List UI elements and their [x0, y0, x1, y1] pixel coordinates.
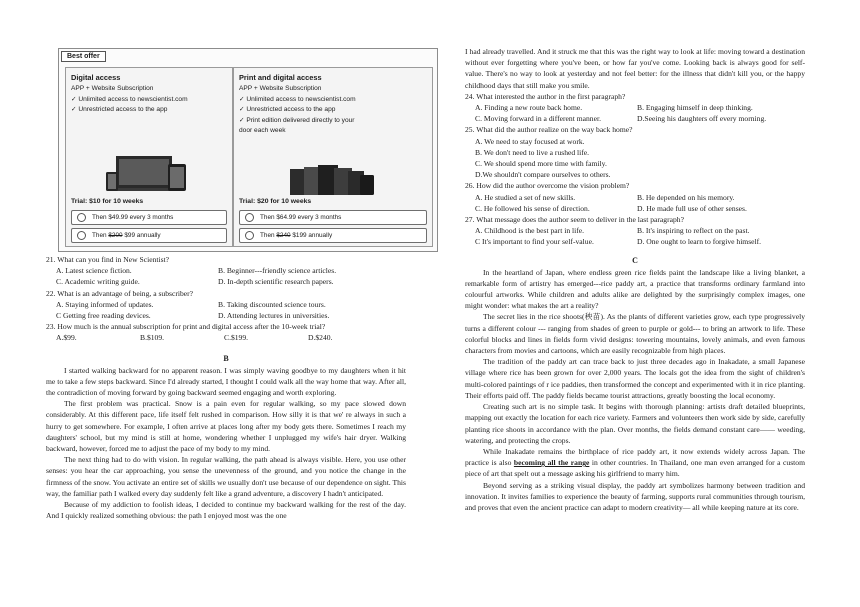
option: C. He followed his sense of direction.	[475, 203, 590, 213]
options-row	[465, 192, 805, 203]
passage-b-paragraph-3: The next thing had to do with vision. In regular walking, the path ahead is always visible. Here, you use other senses: you hear the car approaching, you sense the unevenness of the ground, and you notice the change in the firmness of the snow. You activate an entire set of skills we usually don't use because of our dependence on sight. This way, the familiar path I walked every day suddenly felt like a grand adventure, a discovery I hadn't anticipated.	[46, 455, 406, 498]
option: B. Beginner---friendly science articles.	[218, 266, 337, 276]
options-row	[465, 102, 805, 113]
plan-feature: door each week	[239, 127, 286, 134]
option: B. We don't need to live a rushed life.	[475, 147, 590, 157]
options-row	[46, 332, 406, 343]
new-price: $99 annually	[122, 232, 161, 239]
paragraph-text: While Inakadate remains the birthplace of rice paddy art, it now extends widely across Japan. The practice is also	[465, 446, 805, 468]
devices-image	[106, 154, 194, 194]
plan-subtitle: APP + Website Subscription	[71, 85, 154, 92]
option: D.$240.	[308, 333, 333, 343]
passage-c-paragraph-2: The secret lies in the rice shoots(秧苗). As the plants of different varieties grow, each type progressively turns a different colour --- ranging from shades of green to purple or gold--- to bring an artwork to life. These colorful blocks and lines in fields form vivid designs: towering mountains, lovely animals, and even famous characters from movies and cartoons, which are easily recognizable from high places.	[465, 312, 805, 356]
plan-title: Print and digital access	[239, 73, 322, 82]
passage-c-paragraph-5	[465, 446, 805, 480]
radio-icon[interactable]	[77, 231, 86, 240]
passage-b-paragraph-1: I started walking backward for no apparent reason. I was simply waving goodbye to my daughters when it hit me to take a few steps backward. Since I'd already started, I thought I could walk all the way home that way. After all, the contradiction of moving forward by going backward seemed engaging and worth exploring.	[46, 365, 406, 398]
radio-icon[interactable]	[245, 213, 254, 222]
question-23: 23. How much is the annual subscription for print and digital access after the 10-week trial?	[46, 322, 326, 332]
radio-icon[interactable]	[245, 231, 254, 240]
options-row	[465, 236, 805, 247]
annual-plan-option[interactable]	[239, 228, 427, 243]
option: D.We shouldn't compare ourselves to others.	[475, 170, 611, 180]
option: B. Engaging himself in deep thinking.	[637, 103, 753, 113]
old-price: $200	[108, 232, 123, 239]
plan-feature: ✓ Unlimited access to newscientist.com	[239, 95, 356, 103]
option: B.$109.	[140, 333, 165, 343]
options-row	[46, 299, 406, 310]
option: C It's important to find your self-value.	[475, 237, 594, 247]
plan-option-label: Then $64.99 every 3 months	[260, 214, 342, 221]
option: B. It's inspiring to reflect on the past.	[637, 226, 750, 236]
section-b-heading: B	[223, 353, 229, 363]
plan-option-label: Then $49.99 every 3 months	[92, 214, 174, 221]
passage-b-paragraph-4-continued: I had already travelled. And it struck me that this was the right way to look at life: moving toward a destination without ever forgetting where you've been, or how far you've come. Looking back is always good for self-value. There's no way to look at yesterday and not feel better: for the illness that didn't kill you, or the happy childhood days that still make you smile.	[465, 47, 805, 90]
section-c-heading: C	[632, 255, 638, 265]
radio-icon[interactable]	[77, 213, 86, 222]
option: C. We should spend more time with family.	[475, 159, 607, 169]
question-26: 26. How did the author overcome the vision problem?	[465, 181, 630, 191]
option: A. Latest science fiction.	[56, 266, 132, 276]
option: A.$99.	[56, 333, 77, 343]
question-24: 24. What interested the author in the first paragraph?	[465, 91, 626, 101]
plan-feature: ✓ Print edition delivered directly to your	[239, 116, 355, 124]
passage-c-paragraph-4: Creating such art is no simple task. It begins with thorough planning: artists draft detailed blueprints, mapping out exactly the location for each rice variety. Farmers and volunteers then work side by side, carefully planting rice shoots in accordance with the plan. Over months, the fields demand constant care—— weeding, watering, and protecting the crops.	[465, 402, 805, 445]
passage-c-paragraph-3: The tradition of the paddy art can trace back to just three decades ago in Inakadate, a small Japanese village where rice has been grown for over 2,000 years. The locals got the idea from the sight of children's multi-colored paintings of r ice paddies, then transformed the concept and experimented with it in rice planting. Their efforts paid off. The paddy fields became tourist attractions, greatly boosting the local economy.	[465, 357, 805, 400]
option: D. Attending lectures in universities.	[218, 311, 330, 321]
new-price: $199 annually	[290, 232, 333, 239]
option: D.Seeing his daughters off every morning.	[637, 114, 767, 124]
option: A. Finding a new route back home.	[475, 103, 583, 113]
option: C. Moving forward in a different manner.	[475, 114, 601, 124]
plan-option-prefix: Then	[92, 232, 109, 239]
passage-b-paragraph-2: The first problem was practical. Snow is a pain even for regular walking, so my pace slowed down considerably. At this different pace, life itself felt rushed in comparison. How silly it is that we' re always in such a hurry to get somewhere. For example, I often arrive at places long after my body gets there. Sometimes I reach my daughters' school, but my mind is still at home, wondering whether I unplugged my wife's hair dryer. Walking backward, however, forced me to adjust the pace of my body to my mind.	[46, 399, 406, 454]
option: C.$199.	[224, 333, 249, 343]
options-row	[465, 113, 805, 124]
left-column	[46, 254, 406, 521]
options-row	[465, 225, 805, 236]
options-row	[46, 276, 406, 287]
plan-feature: ✓ Unrestricted access to the app	[71, 106, 168, 113]
question-25: 25. What did the author realize on the way back home?	[465, 125, 633, 135]
magazines-image	[290, 165, 378, 197]
option: A. Staying informed of updates.	[56, 299, 154, 309]
question-21: 21. What can you find in New Scientist?	[46, 255, 170, 264]
passage-c-paragraph-1: In the heartland of Japan, where endless green rice fields paint the landscape like a living blanket, a remarkable form of artistry has emerged---rice paddy art, a practice that transforms ordinary farmland into colourful artworks. While children and adults alike are delighted by the surprisingly complex images, one might wonder: what makes the art a reality?	[465, 267, 805, 311]
underlined-phrase: becoming all the range	[513, 458, 590, 468]
plan-title: Digital access	[71, 73, 121, 82]
annual-plan-option[interactable]	[71, 228, 227, 243]
passage-c-paragraph-6: Beyond serving as a striking visual display, the paddy art symbolizes harmony between tradition and innovation. It invites families to experience the beauty of farming, supports rural communities through tourism, and proves that even the ancient practice can adapt to modern creativity— all while keeping nature at its core.	[465, 480, 805, 512]
quarterly-plan-option[interactable]	[239, 210, 427, 225]
option: C. Academic writing guide.	[56, 277, 140, 287]
print-digital-plan	[233, 67, 433, 247]
option: B. He depended on his memory.	[637, 192, 735, 202]
best-offer-tag: Best offer	[61, 51, 106, 62]
option: A. Childhood is the best part in life.	[475, 226, 585, 236]
option: B. Taking discounted science tours.	[218, 299, 326, 309]
plan-feature: ✓ Unrestricted access to the app	[239, 106, 336, 113]
passage-b-paragraph-4: Because of my addiction to foolish ideas, I decided to continue my backward walking for the rest of the day. And I quickly realized something obvious: the path I enjoyed most was the one	[46, 500, 406, 521]
option: D. One ought to learn to forgive himself.	[637, 237, 762, 247]
plan-feature: ✓ Unlimited access to newscientist.com	[71, 95, 188, 103]
old-price: $240	[276, 232, 291, 239]
offer-advertisement	[58, 48, 438, 252]
option: C Getting free reading devices.	[56, 311, 151, 321]
options-row	[465, 203, 805, 214]
options-row	[46, 310, 406, 321]
plan-option-prefix: Then	[260, 232, 277, 239]
digital-access-plan	[65, 67, 233, 247]
trial-price: Trial: $10 for 10 weeks	[71, 198, 144, 205]
option: D. In-depth scientific research papers.	[218, 277, 334, 287]
plan-subtitle: APP + Website Subscription	[239, 85, 322, 92]
option: D. He made full use of other senses.	[637, 203, 747, 213]
quarterly-plan-option[interactable]	[71, 210, 227, 225]
trial-price: Trial: $20 for 10 weeks	[239, 198, 312, 205]
option: A. He studied a set of new skills.	[475, 192, 576, 202]
question-22: 22. What is an advantage of being, a subscriber?	[46, 288, 194, 298]
paragraph-text: in other countries. In Thailand, one man even arranged for a custom piece of art that spelt out a message asking his girlfriend to marry him.	[465, 458, 805, 479]
question-27: 27. What message does the author seem to deliver in the last paragraph?	[465, 215, 684, 225]
options-row	[46, 265, 406, 276]
right-column	[465, 46, 805, 513]
option: A. We need to stay focused at work.	[475, 136, 585, 146]
